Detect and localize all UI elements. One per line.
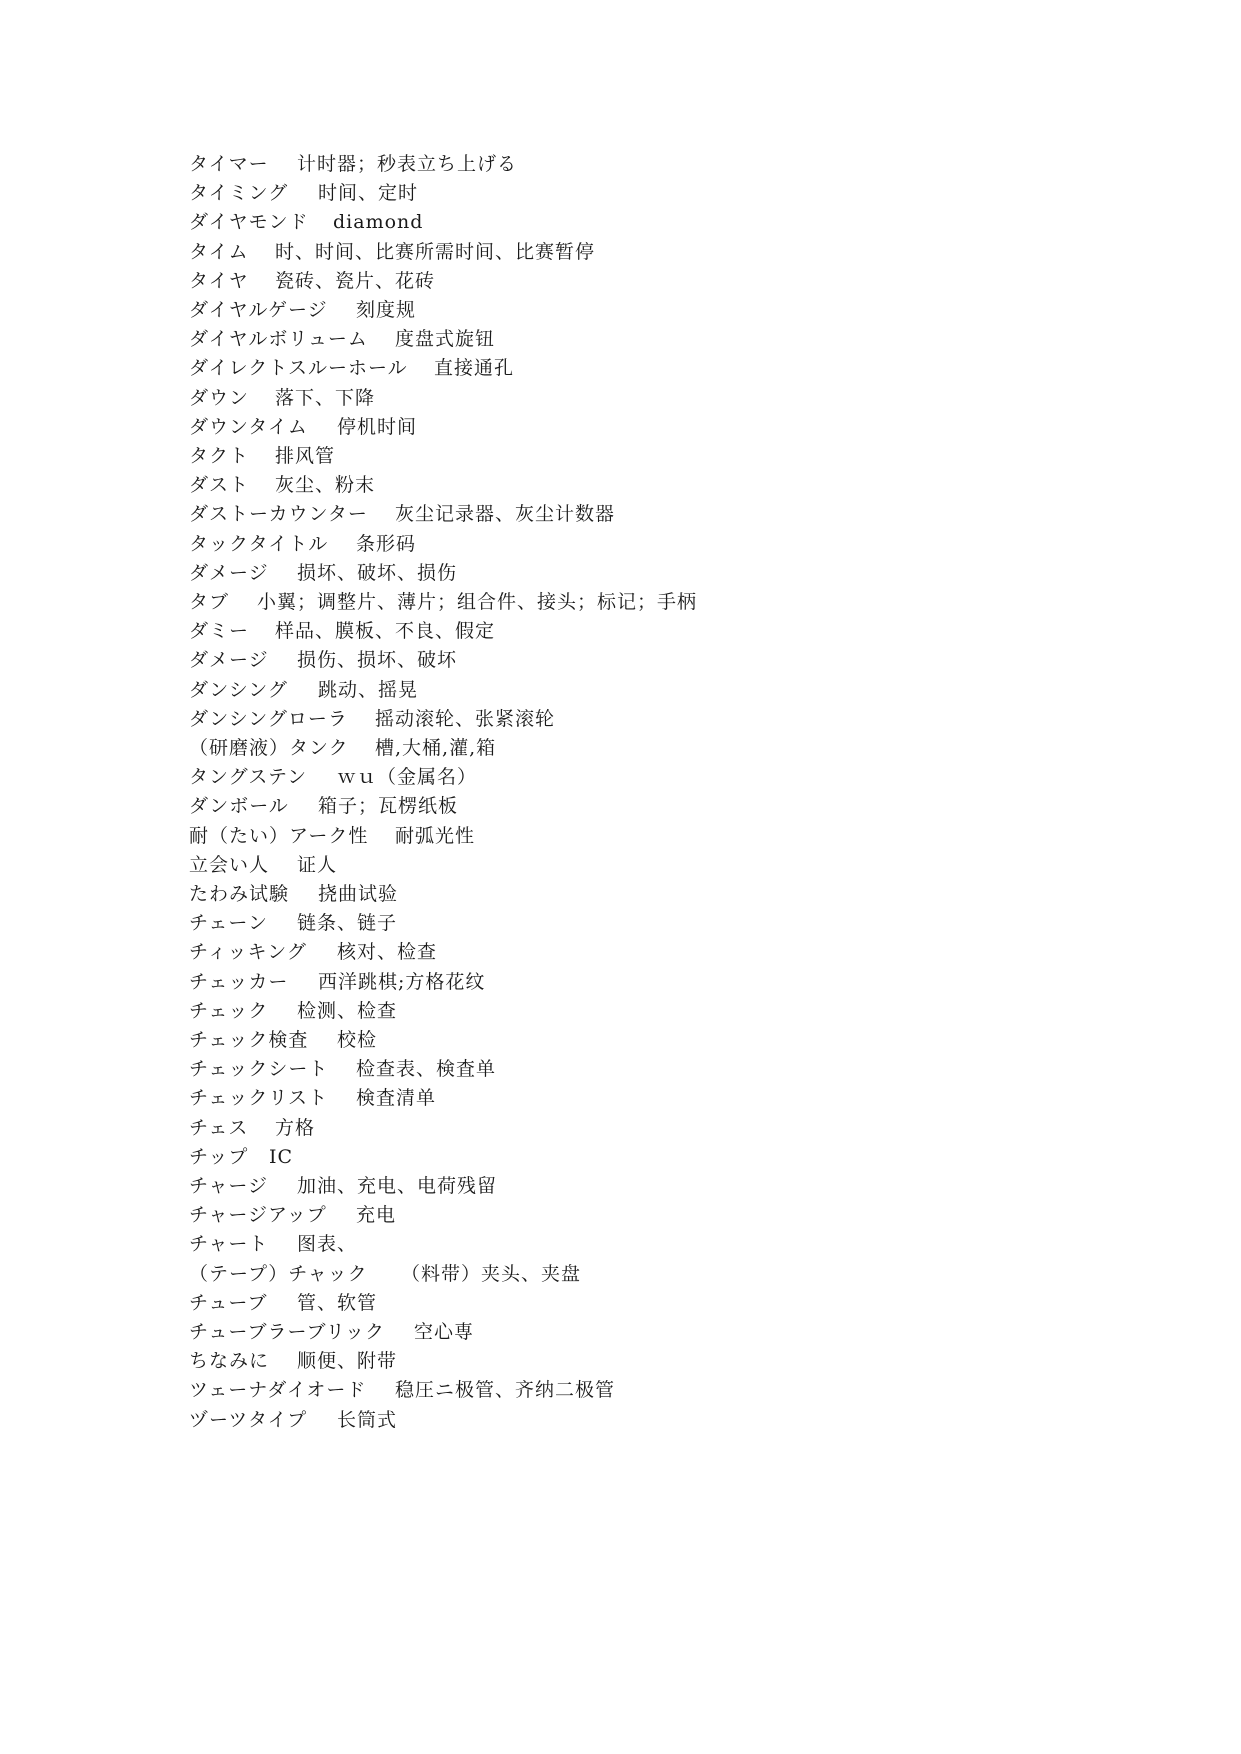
entry-meaning: 顺便、附带 [297,1350,398,1373]
entry-meaning: 空心専 [414,1321,475,1343]
entry-term: ダスト [189,474,250,497]
glossary-entry [189,1054,497,1084]
entry-meaning: 检查表、検査单 [356,1058,497,1081]
glossary-entry [189,237,596,267]
glossary-entry [189,1317,475,1347]
entry-term: チェック検査 [189,1029,309,1051]
entry-meaning: 稳圧ニ极管、齐纳二极管 [395,1379,616,1402]
entry-term: ヅーツタイプ [189,1408,308,1431]
entry-term: チェックリスト [189,1087,329,1110]
entry-meaning: 加油、充电、电荷残留 [297,1175,498,1197]
entry-term: チェックシート [189,1058,329,1081]
entry-meaning: 链条、链子 [297,912,398,935]
entry-meaning: 排风管 [275,445,336,467]
entry-term: ダイヤモンド [189,211,309,234]
entry-term: ダストーカウンター [189,503,368,526]
entry-meaning: 校检 [337,1029,378,1051]
entry-meaning: 图表、 [297,1233,358,1256]
entry-meaning: 方格 [275,1116,316,1139]
glossary-entry [189,762,478,792]
entry-meaning: 検査清单 [356,1087,437,1110]
entry-term: チューブラーブリック [189,1321,386,1343]
glossary-entry [189,470,376,500]
entry-term: ダンシング [189,678,288,701]
glossary-entry [189,1259,582,1289]
entry-term: チィッキング [189,941,307,964]
entry-meaning: 计时器；秒表立ち上げる [297,153,518,175]
glossary-entry [189,1025,378,1055]
entry-term: たわみ试験 [189,883,290,905]
glossary-entry [189,879,399,909]
entry-meaning: 西洋跳棋;方格花纹 [318,970,486,993]
glossary-entry [189,149,518,179]
entry-term: タングステン [189,766,308,789]
glossary-entry [189,1200,397,1230]
glossary-entry [189,1142,294,1172]
glossary-entry [189,616,496,646]
glossary-entry [189,1288,378,1318]
glossary-entry [189,324,496,354]
entry-term: ダイヤルゲージ [189,299,328,321]
entry-term: タックタイトル [189,532,329,555]
glossary-entry [189,266,436,296]
glossary-entry [189,353,515,383]
glossary-entry [189,1171,498,1201]
entry-term: （研磨液）タンク [189,737,349,759]
glossary-entry [189,295,417,325]
glossary-entry [189,791,459,821]
entry-term: チャート [189,1233,269,1256]
glossary-entry [189,1346,398,1376]
glossary-entry [189,412,418,442]
glossary-entry [189,1083,437,1113]
entry-meaning: 小翼；调整片、薄片；组合件、接头；标记；手柄 [257,591,698,613]
entry-meaning: 时间、定时 [318,182,419,205]
entry-term: タクト [189,445,250,467]
entry-term: タイヤ [189,269,249,292]
entry-term: 立会い人 [189,853,270,876]
entry-term: タイマー [189,153,269,175]
entry-meaning: 样品、膜板、不良、假定 [275,620,496,643]
entry-term: チェック [189,999,269,1022]
entry-meaning: 长筒式 [337,1408,398,1431]
glossary-entry [189,675,419,705]
glossary-entry [189,937,438,967]
glossary-entry [189,529,417,559]
entry-term: ダメージ [189,649,269,672]
entry-meaning: 度盘式旋钮 [395,328,496,351]
glossary-entry [189,821,476,851]
entry-meaning: 灰尘记录器、灰尘计数器 [395,503,616,526]
entry-term: ダミー [189,620,250,643]
glossary-entry [189,1405,398,1435]
glossary-entry [189,850,338,880]
entry-term: ちなみに [189,1350,270,1373]
entry-term: ダウンタイム [189,415,308,438]
entry-term: ダイヤルボリューム [189,328,368,351]
entry-meaning: 损坏、破坏、损伤 [297,561,458,584]
entry-meaning: diamond [333,211,424,234]
glossary-entry [189,1229,358,1259]
glossary-entry [189,996,398,1026]
entry-meaning: ｗｕ（金属名） [337,766,478,789]
entry-meaning: IC [269,1145,294,1168]
glossary-entry [189,733,497,763]
entry-term: ダンボール [189,795,289,818]
entry-term: ダンシングローラ [189,707,348,730]
entry-term: チェッカー [189,970,289,993]
entry-meaning: 检测、检查 [297,999,398,1022]
glossary-entry [189,645,458,675]
entry-meaning: 落下、下降 [275,386,376,409]
entry-meaning: 耐弧光性 [395,824,476,847]
entry-term: チェーン [189,912,269,935]
entry-term: ダイレクトスルーホール [189,357,408,380]
entry-term: 耐（たい）アーク性 [189,824,369,847]
entry-meaning: 证人 [297,853,338,876]
glossary-entry [189,383,376,413]
entry-term: ダウン [189,386,250,409]
entry-term: チューブ [189,1291,268,1314]
entry-meaning: 瓷砖、瓷片、花砖 [275,269,436,292]
entry-term: チェス [189,1116,249,1139]
entry-term: （テープ）チャック [189,1262,368,1285]
glossary-entry [189,441,336,471]
entry-meaning: 时、时间、比赛所需时间、比赛暂停 [275,240,596,263]
glossary-entry [189,704,556,734]
entry-term: タイミング [189,182,289,205]
entry-meaning: 槽,大桶,灌,箱 [375,737,497,759]
glossary-entry [189,207,424,237]
entry-meaning: 刻度规 [356,299,417,321]
entry-term: チップ [189,1145,249,1168]
entry-meaning: 核对、检查 [337,941,438,964]
entry-meaning: 损伤、损坏、破坏 [297,649,458,672]
entry-meaning: 管、软管 [297,1291,378,1314]
entry-term: チャージアップ [189,1204,327,1227]
entry-term: タイム [189,240,249,263]
entry-term: チャージ [189,1175,269,1197]
entry-term: ダメージ [189,561,269,584]
entry-meaning: 箱子；瓦楞纸板 [318,795,459,818]
glossary-entry [189,178,419,208]
entry-meaning: 灰尘、粉末 [275,474,376,497]
glossary-entry [189,967,486,997]
entry-meaning: 跳动、摇晃 [318,678,419,701]
glossary-entry [189,587,698,617]
entry-meaning: 直接通孔 [434,357,515,380]
glossary-entry [189,558,458,588]
glossary-entry [189,1113,316,1143]
entry-meaning: 充电 [356,1204,397,1227]
entry-term: タブ [189,591,230,613]
entry-meaning: 条形码 [356,532,417,555]
entry-meaning: 摇动滚轮、张紧滚轮 [375,707,556,730]
entry-meaning: 停机时间 [337,415,418,438]
entry-meaning: （料带）夹头、夹盘 [401,1262,582,1285]
entry-term: ツェーナダイオード [189,1379,367,1402]
glossary-entry [189,908,398,938]
entry-meaning: 挠曲试验 [318,883,399,905]
glossary-entry [189,499,616,529]
glossary-entry [189,1375,616,1405]
